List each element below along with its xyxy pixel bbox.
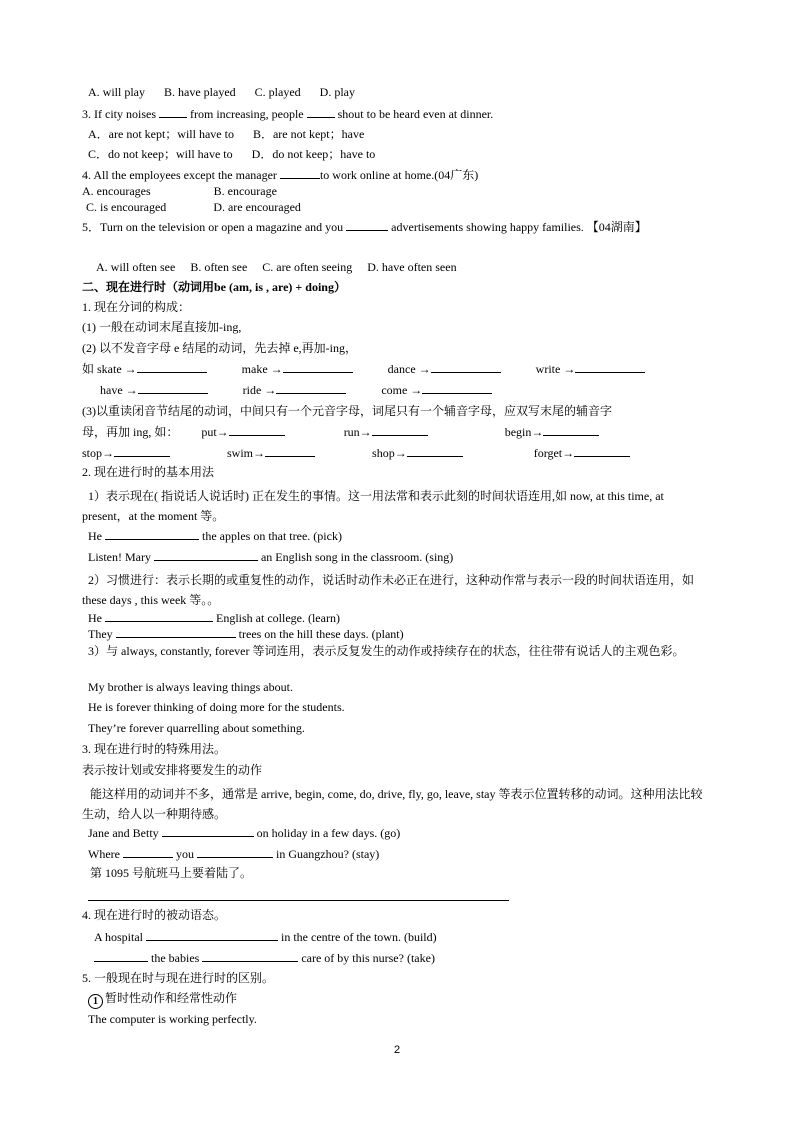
option-b: B. have played	[164, 85, 236, 99]
exercise-he-learn: He English at college. (learn)	[88, 611, 340, 625]
choice-line-4cd: C. is encouraged D. are encouraged	[86, 200, 301, 214]
exercise-row-4: stop→ swim→ shop→ forget→	[82, 445, 630, 461]
section-heading: 二、现在进行时（动词用be (am, is , are) + doing）	[82, 280, 346, 294]
exercise-they-plant: They trees on the hill these days. (plant)	[88, 627, 404, 641]
exercise-go: Jane and Betty on holiday in a few days. (go)	[88, 826, 401, 840]
option-d: D. play	[319, 85, 355, 99]
answer-blank[interactable]	[346, 219, 388, 231]
exercise-row-1: 如 skate → make → dance → write →	[82, 361, 645, 377]
answer-blank[interactable]	[159, 106, 187, 118]
answer-blank[interactable]	[307, 106, 335, 118]
exercise-row-3: 母，再加 ing, 如： put→ run→ begin→	[82, 424, 599, 440]
exercise-take: the babies care of by this nurse? (take)	[94, 950, 435, 966]
option-c: C. played	[254, 85, 301, 99]
circled-number: 1	[88, 994, 103, 1009]
choice-line-3ab: A．are not kept；will have to B．are not kept；have	[88, 127, 365, 141]
exercise-build: A hospital in the centre of the town. (build)	[94, 930, 437, 944]
question-3: 3. If city noises from increasing, people shout to be heard even at dinner.	[82, 107, 494, 121]
exercise-row-2: have → ride → come →	[100, 382, 492, 398]
option-a: A. will play	[88, 85, 145, 99]
page-number: 2	[393, 1044, 401, 1056]
exercise-he-pick: He the apples on that tree. (pick)	[88, 529, 342, 543]
choice-line-5: A. will often see B. often see C. are often seeing D. have often seen	[96, 260, 457, 274]
question-4: 4. All the employees except the manager to work online at home.(04广东)	[82, 168, 479, 182]
choice-line-1	[88, 85, 355, 100]
exercise-mary-sing: Listen! Mary an English song in the classroom. (sing)	[88, 550, 454, 564]
choice-line-4ab: A. encourages B. encourage	[82, 184, 277, 198]
answer-blank[interactable]	[280, 167, 320, 179]
sub-heading-1: 1 暂时性动作和经常性动作	[88, 991, 237, 1009]
choice-line-3cd: C．do not keep；will have to D．do not keep；have to	[88, 147, 376, 161]
question-5: 5．Turn on the television or open a magazine and you advertisements showing happy families. 【04湖南】	[82, 220, 647, 234]
exercise-stay: Where you in Guangzhou? (stay)	[88, 847, 380, 861]
answer-line[interactable]	[88, 900, 509, 901]
